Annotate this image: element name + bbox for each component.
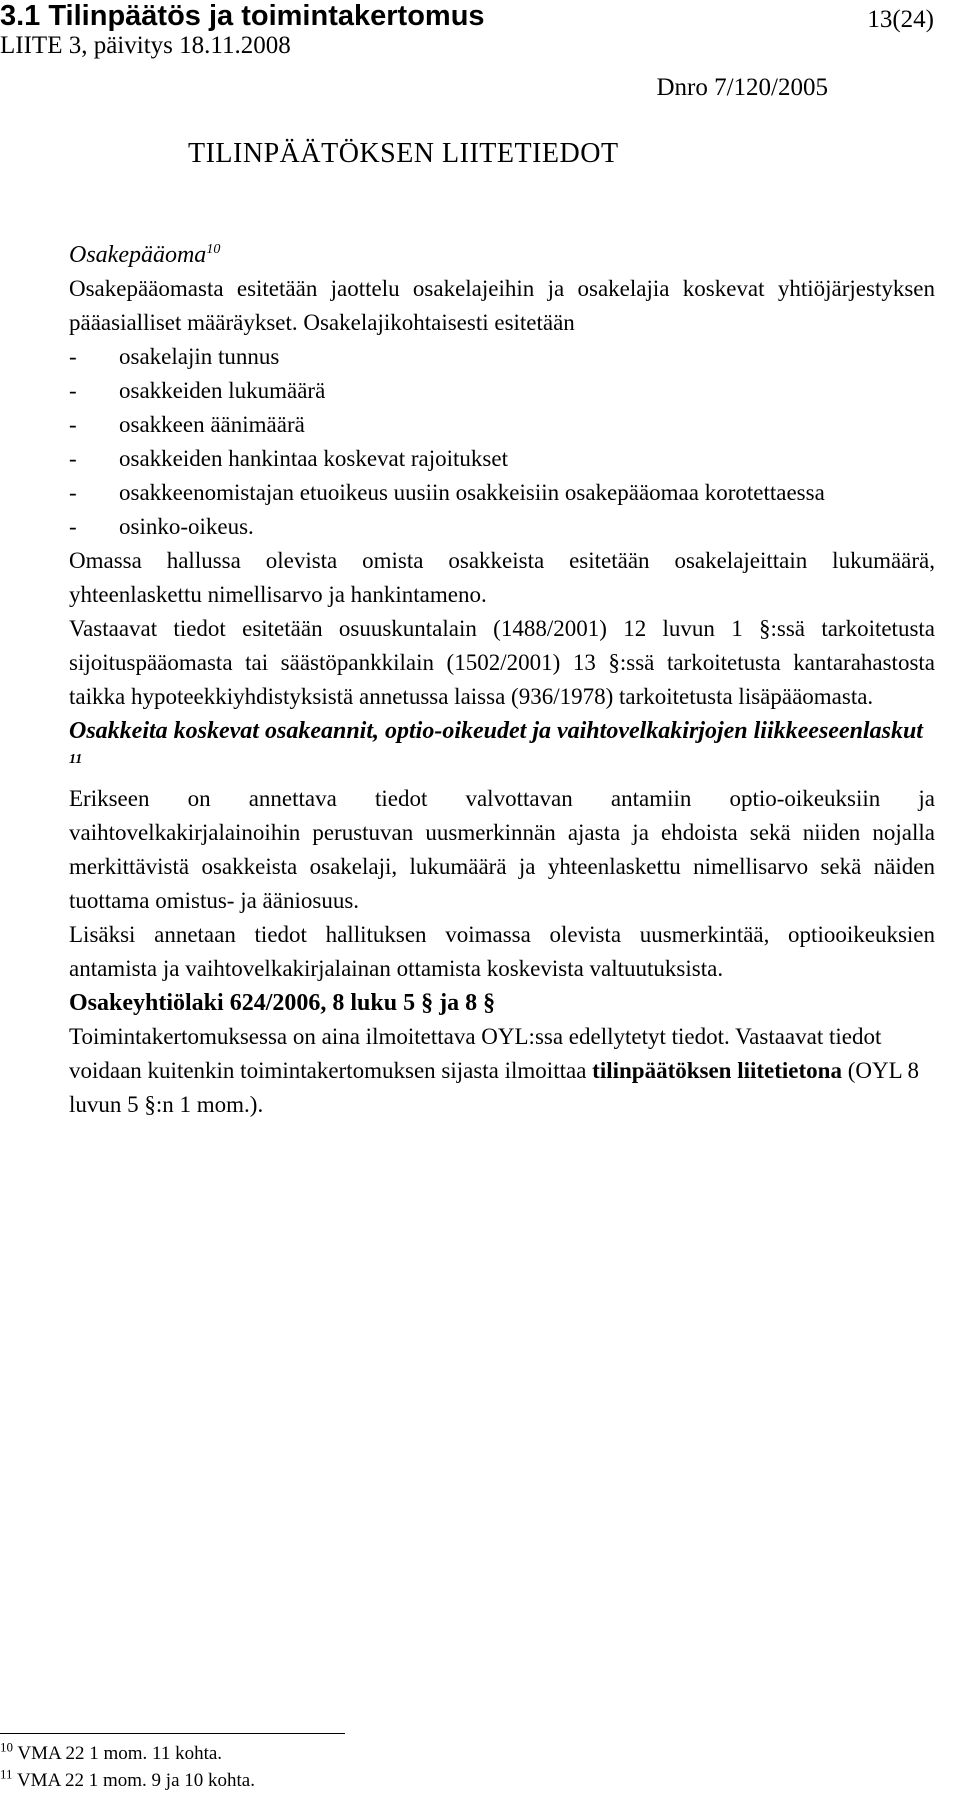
list-item: - osakkeenomistajan etuoikeus uusiin osakkeisiin osakepääomaa korotettaessa xyxy=(69,476,935,510)
list-item: - osakkeiden hankintaa koskevat rajoitukset xyxy=(69,442,935,476)
running-header xyxy=(0,0,485,60)
footnote-separator xyxy=(0,1733,345,1734)
section-heading-osakeyhtiolaki: Osakeyhtiölaki 624/2006, 8 luku 5 § ja 8 § xyxy=(69,990,496,1016)
emphasis: tilinpäätöksen liitetietona xyxy=(592,1058,842,1083)
header-title: 3.1 Tilinpäätös ja toimintakertomus xyxy=(0,0,485,32)
paragraph: Erikseen on annettava tiedot valvottavan antamiin optio-oikeuksiin ja vaihtovelkakirjalainoihin perustuvan uusmerkinnän ajasta ja ehdoista sekä niiden nojalla merkittävistä osakkeista osakelaji, lukumäärä ja yhteenlaskettu nimellisarvo sekä näiden tuottama omistus- ja ääniosuus. xyxy=(69,786,935,913)
list-item: - osakelajin tunnus xyxy=(69,340,935,374)
section-heading-osakeannit: Osakkeita koskevat osakeannit, optio-oikeudet ja vaihtovelkakirjojen liikkeeseenlaskut $^{11}$ xyxy=(69,718,923,767)
footnote-ref: 11 xyxy=(69,752,83,767)
paragraph: Lisäksi annetaan tiedot hallituksen voimassa olevista uusmerkintää, optiooikeuksien antamista ja vaihtovelkakirjalainan ottamista koskevista valtuutuksista. xyxy=(69,922,935,981)
footnotes xyxy=(0,1733,345,1794)
list-item: - osakkeen äänimäärä xyxy=(69,408,935,442)
paragraph: Osakepääomasta esitetään jaottelu osakelajeihin ja osakelajia koskevat yhtiöjärjestyksen pääasialliset määräykset. Osakelajikohtaisesti esitetään xyxy=(69,276,935,335)
paragraph: Vastaavat tiedot esitetään osuuskuntalain (1488/2001) 12 luvun 1 §:ssä tarkoitetusta sijoituspääomasta tai säästöpankkilain (1502/2001) 13 §:ssä tarkoitetusta kantarahastosta taikka hypoteekkiyhdistyksistä annetussa laissa (936/1978) tarkoitetusta lisäpääomasta. xyxy=(69,616,935,709)
section-heading-osakepaaoma: Osakepääoma$^{10}$ xyxy=(69,242,221,268)
footnote-item: $^{10}$ VMA 22 1 mom. 11 kohta. xyxy=(0,1739,223,1764)
page-number: 13(24) xyxy=(867,6,934,33)
page-title: TILINPÄÄTÖKSEN LIITETIEDOT xyxy=(188,138,619,169)
document-body xyxy=(69,238,935,1122)
list-item: - osinko-oikeus. xyxy=(69,510,935,544)
footnote-item: $^{11}$ VMA 22 1 mom. 9 ja 10 kohta. xyxy=(0,1766,255,1791)
document-number: Dnro 7/120/2005 xyxy=(656,74,828,101)
paragraph: Toimintakertomuksessa on aina ilmoitettava OYL:ssa edellytetyt tiedot. Vastaavat tiedot voidaan kuitenkin toimintakertomuksen sijasta ilmoittaa tilinpäätöksen liitetietona (OYL 8 luvun 5 §:n 1 mom.). xyxy=(69,1024,920,1117)
bullet-list xyxy=(69,340,935,544)
list-item: - osakkeiden lukumäärä xyxy=(69,374,935,408)
paragraph: Omassa hallussa olevista omista osakkeista esitetään osakelajeittain lukumäärä, yhteenlaskettu nimellisarvo ja hankintameno. xyxy=(69,548,935,607)
header-subtitle: LIITE 3, päivitys 18.11.2008 xyxy=(0,32,291,60)
footnote-ref: 10 xyxy=(206,242,221,257)
